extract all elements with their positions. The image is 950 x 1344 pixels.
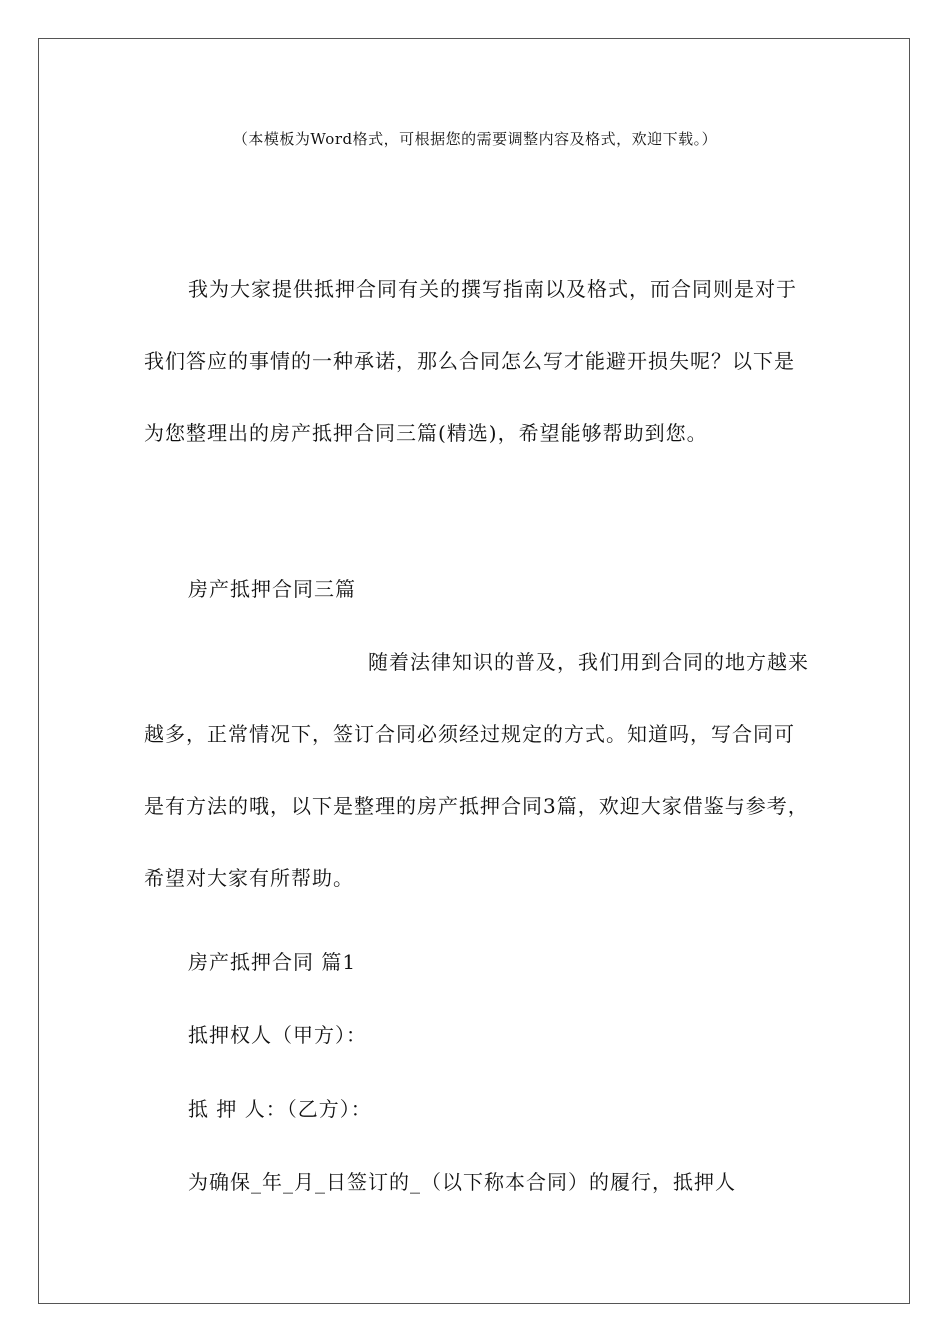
clause-start-line: 为确保_年_月_日签订的_（以下称本合同）的履行，抵押人 [188,1170,736,1194]
party-a-line: 抵押权人（甲方）： [188,1023,367,1047]
lead-paragraph: 随着法律知识的普及，我们用到合同的地方越来越多，正常情况下，签订合同必须经过规定的方式。知道吗，写合同可是有方法的哦，以下是整理的房产抵押合同3篇，欢迎大家借鉴与参考，希望对大家有所帮助。 [144,650,809,890]
party-b-line: 抵 押 人：（乙方）： [188,1097,372,1121]
document-heading: 房产抵押合同三篇 [188,577,356,601]
intro-paragraph: 我为大家提供抵押合同有关的撰写指南以及格式，而合同则是对于我们答应的事情的一种承诺，那么合同怎么写才能避开损失呢？以下是为您整理出的房产抵押合同三篇(精选)，希望能够帮助到您。 [144,277,797,445]
template-note: （本模板为Word格式，可根据您的需要调整内容及格式，欢迎下载。） [232,130,718,148]
section-title: 房产抵押合同 篇1 [188,950,357,974]
